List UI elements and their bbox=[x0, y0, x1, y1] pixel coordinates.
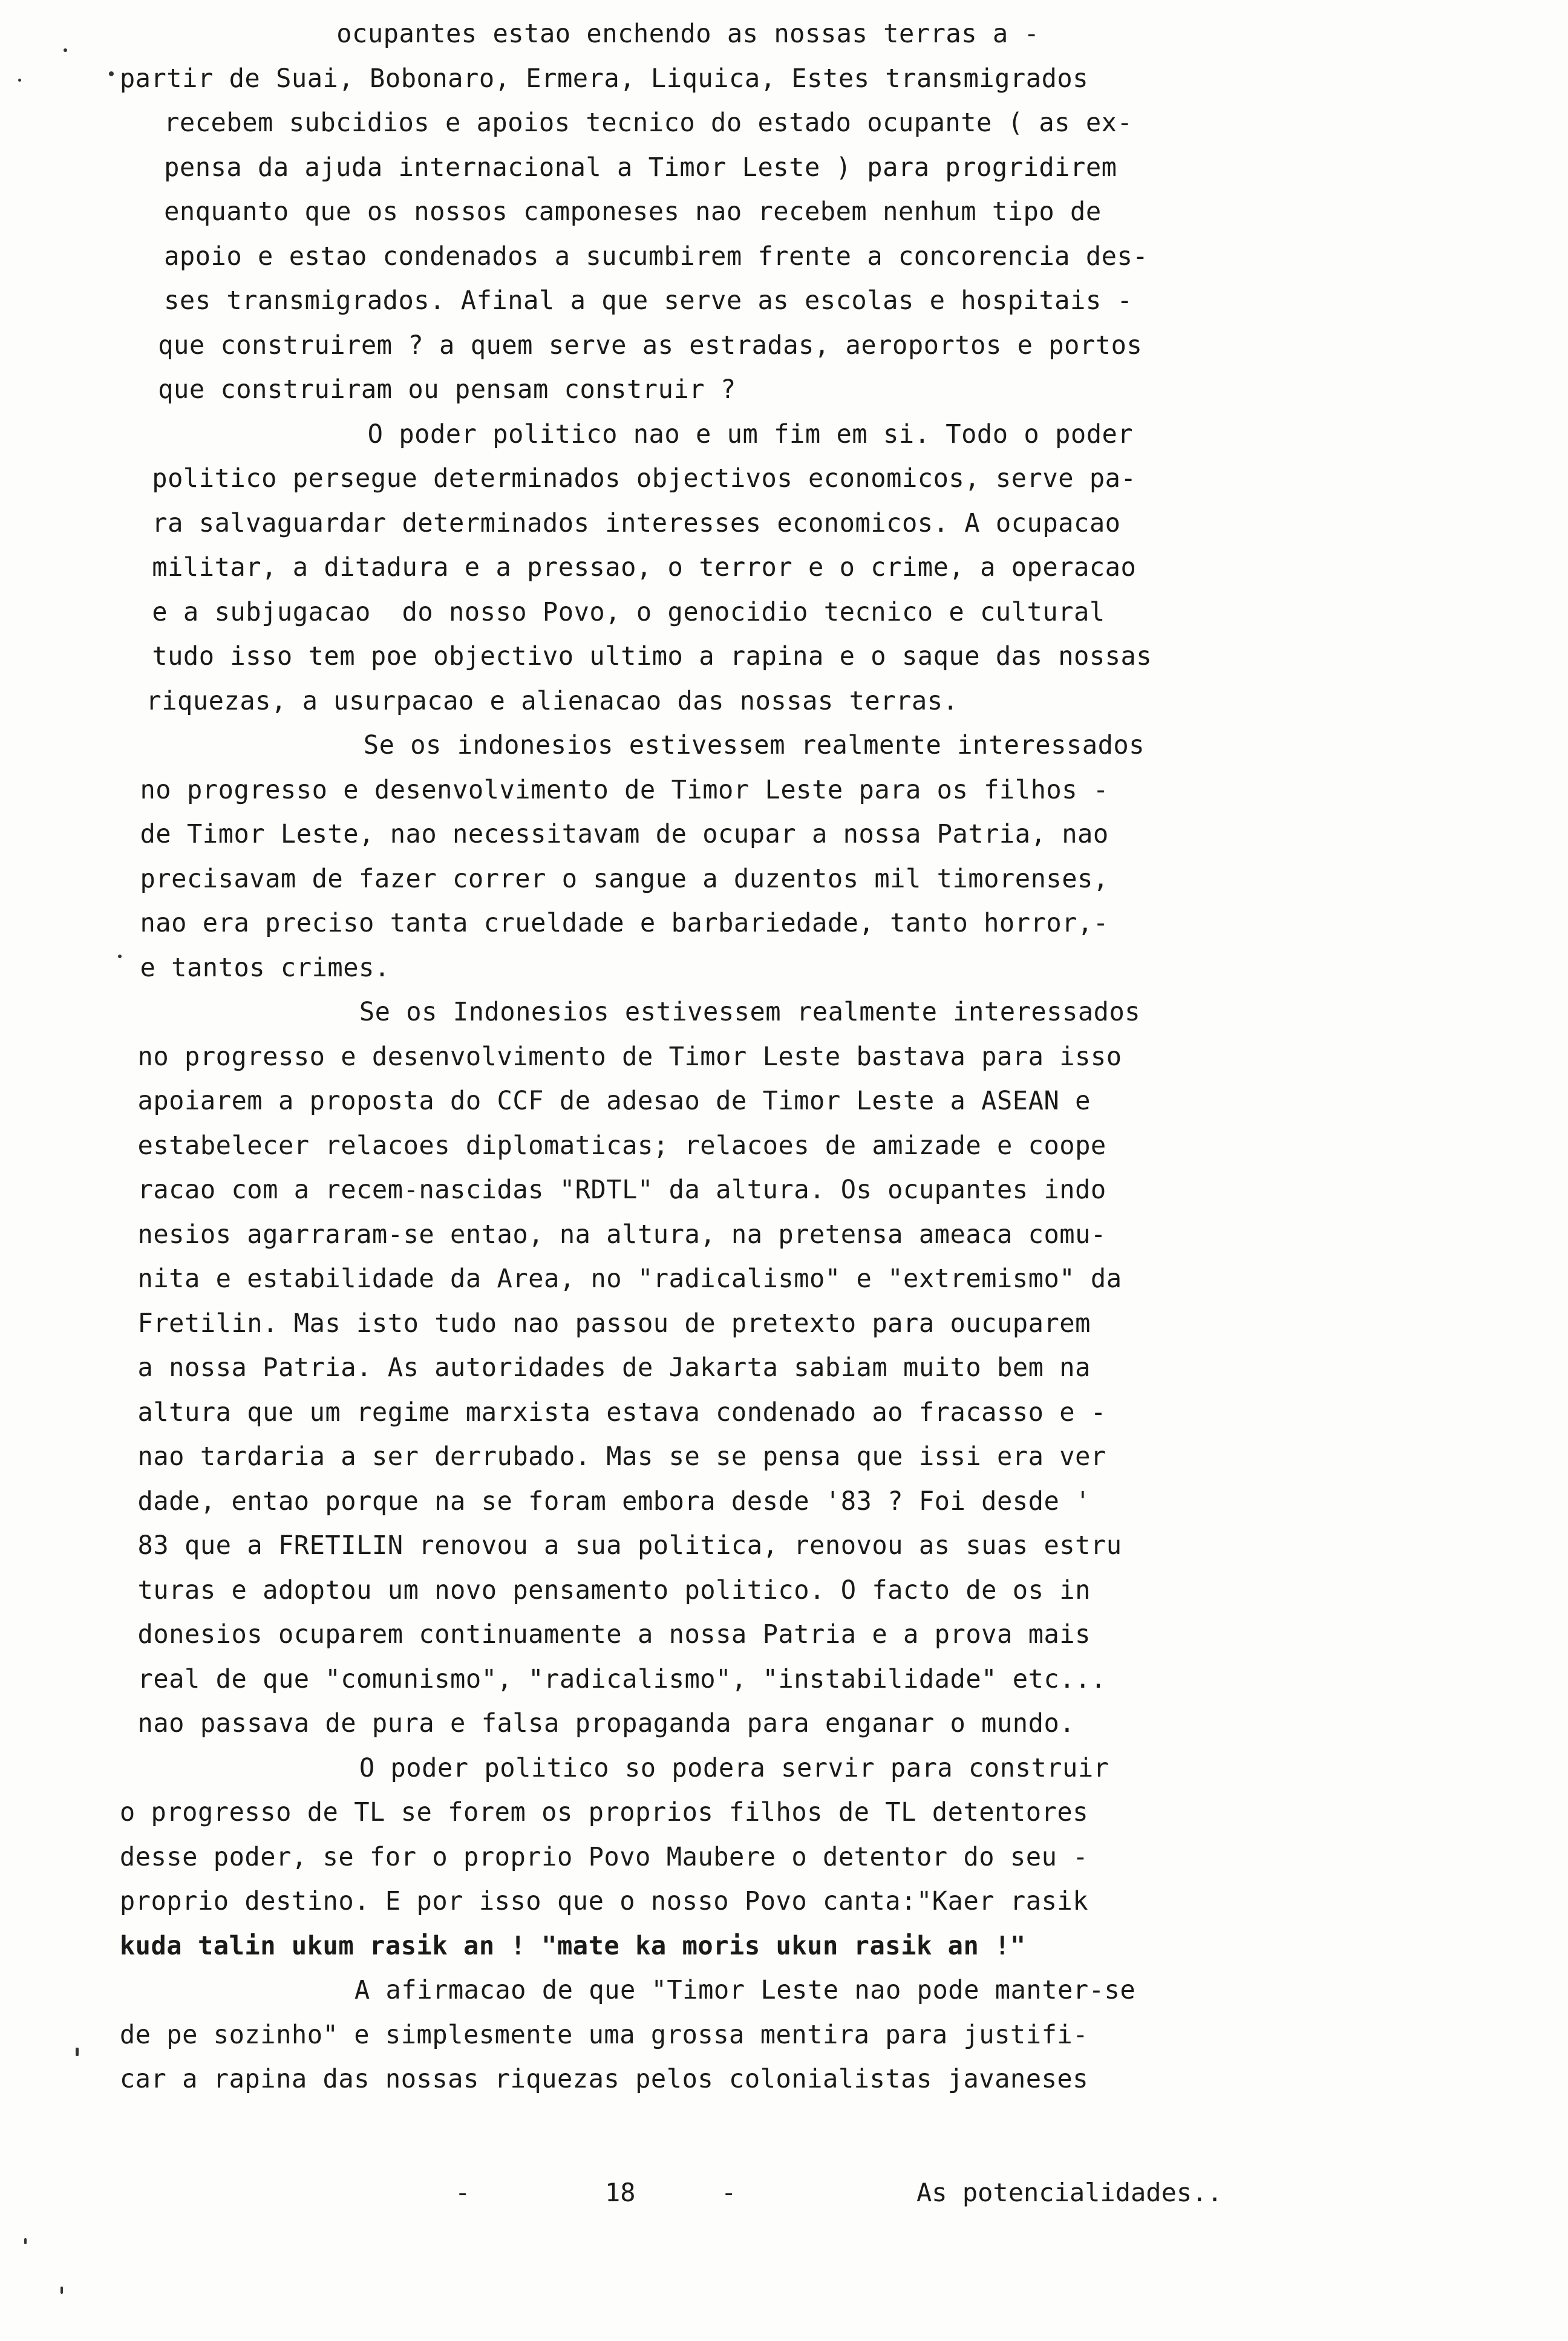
text-line: Se os Indonesios estivessem realmente interessados bbox=[359, 997, 1141, 1027]
text-line: politico persegue determinados objectivos economicos, serve pa- bbox=[152, 464, 1137, 494]
speck-mark bbox=[18, 79, 21, 82]
text-line: apoio e estao condenados a sucumbirem frente a concorencia des- bbox=[164, 241, 1149, 272]
text-line: partir de Suai, Bobonaro, Ermera, Liquica, Estes transmigrados bbox=[119, 64, 1089, 94]
text-line: e a subjugacao do nosso Povo, o genocidio tecnico e cultural bbox=[152, 597, 1105, 627]
text-line: nita e estabilidade da Area, no "radicalismo" e "extremismo" da bbox=[137, 1264, 1122, 1294]
text-line: turas e adoptou um novo pensamento politico. O facto de os in bbox=[137, 1575, 1091, 1605]
text-line: O poder politico nao e um fim em si. Todo o poder bbox=[367, 419, 1134, 449]
typewritten-body bbox=[109, 12, 1319, 2102]
text-line: o progresso de TL se forem os proprios filhos de TL detentores bbox=[119, 1798, 1089, 1827]
text-line: a nossa Patria. As autoridades de Jakarta sabiam muito bem na bbox=[137, 1353, 1091, 1383]
text-line: racao com a recem-nascidas "RDTL" da altura. Os ocupantes indo bbox=[137, 1175, 1106, 1205]
text-line: real de que "comunismo", "radicalismo", "instabilidade" etc... bbox=[137, 1664, 1106, 1694]
text-line: ocupantes estao enchendo as nossas terras a - bbox=[336, 19, 1040, 49]
text-line: kuda talin ukum rasik an ! "mate ka moris ukun rasik an !" bbox=[119, 1931, 1026, 1961]
text-line: no progresso e desenvolvimento de Timor Leste para os filhos - bbox=[140, 775, 1109, 805]
text-line: proprio destino. E por isso que o nosso Povo canta:"Kaer rasik bbox=[119, 1887, 1089, 1916]
text-line: militar, a ditadura e a pressao, o terror e o crime, a operacao bbox=[152, 553, 1137, 583]
text-line: Fretilin. Mas isto tudo nao passou de pretexto para oucuparem bbox=[137, 1308, 1091, 1339]
text-line: recebem subcidios e apoios tecnico do estado ocupante ( as ex- bbox=[164, 108, 1133, 138]
text-line: ra salvaguardar determinados interesses economicos. A ocupacao bbox=[152, 508, 1121, 538]
text-line: 83 que a FRETILIN renovou a sua politica, renovou as suas estru bbox=[137, 1531, 1122, 1561]
speck-mark bbox=[24, 2238, 27, 2244]
text-line: de Timor Leste, nao necessitavam de ocupar a nossa Patria, nao bbox=[140, 820, 1109, 849]
page-footer bbox=[0, 2178, 1568, 2214]
text-line: Se os indonesios estivessem realmente interessados bbox=[363, 731, 1145, 760]
text-line: no progresso e desenvolvimento de Timor Leste bastava para isso bbox=[137, 1042, 1122, 1072]
text-line: desse poder, se for o proprio Povo Maubere o detentor do seu - bbox=[119, 1842, 1089, 1872]
text-line: estabelecer relacoes diplomaticas; relacoes de amizade e coope bbox=[137, 1131, 1106, 1161]
text-line: que construiram ou pensam construir ? bbox=[158, 375, 736, 405]
text-line: donesios ocuparem continuamente a nossa Patria e a prova mais bbox=[137, 1620, 1091, 1650]
speck-mark bbox=[60, 2287, 63, 2294]
text-line: precisavam de fazer correr o sangue a duzentos mil timorenses, bbox=[140, 864, 1109, 894]
text-line: nao era preciso tanta crueldade e barbariedade, tanto horror,- bbox=[140, 909, 1109, 938]
text-line: enquanto que os nossos camponeses nao recebem nenhum tipo de bbox=[164, 197, 1102, 227]
text-line: O poder politico so podera servir para construir bbox=[359, 1753, 1109, 1783]
text-line: nao tardaria a ser derrubado. Mas se se pensa que issi era ver bbox=[137, 1442, 1106, 1472]
text-line: riquezas, a usurpacao e alienacao das nossas terras. bbox=[146, 686, 959, 716]
speck-mark bbox=[76, 2048, 79, 2056]
speck-mark bbox=[64, 48, 67, 52]
footer-dash-right: - bbox=[721, 2178, 737, 2207]
continuation-text: As potencialidades.. bbox=[916, 2178, 1223, 2207]
text-line: pensa da ajuda internacional a Timor Leste ) para progridirem bbox=[164, 152, 1117, 183]
text-line: tudo isso tem poe objectivo ultimo a rapina e o saque das nossas bbox=[152, 642, 1152, 671]
page-number: 18 bbox=[605, 2178, 636, 2207]
text-line: altura que um regime marxista estava condenado ao fracasso e - bbox=[137, 1397, 1106, 1428]
text-line: e tantos crimes. bbox=[140, 953, 390, 983]
text-line: A afirmacao de que "Timor Leste nao pode manter-se bbox=[354, 1976, 1136, 2005]
text-line: que construirem ? a quem serve as estradas, aeroportos e portos bbox=[158, 330, 1143, 361]
text-line: nesios agarraram-se entao, na altura, na pretensa ameaca comu- bbox=[137, 1219, 1106, 1250]
speck-mark bbox=[109, 71, 114, 76]
footer-dash-left: - bbox=[455, 2178, 471, 2207]
text-line: car a rapina das nossas riquezas pelos colonialistas javaneses bbox=[119, 2065, 1089, 2094]
text-line: ses transmigrados. Afinal a que serve as escolas e hospitais - bbox=[164, 286, 1133, 316]
text-line: dade, entao porque na se foram embora desde '83 ? Foi desde ' bbox=[137, 1486, 1091, 1517]
text-line: apoiarem a proposta do CCF de adesao de Timor Leste a ASEAN e bbox=[137, 1086, 1091, 1116]
text-line: de pe sozinho" e simplesmente uma grossa mentira para justifi- bbox=[119, 2020, 1089, 2050]
text-line: nao passava de pura e falsa propaganda para enganar o mundo. bbox=[137, 1709, 1076, 1739]
speck-mark bbox=[118, 955, 122, 958]
